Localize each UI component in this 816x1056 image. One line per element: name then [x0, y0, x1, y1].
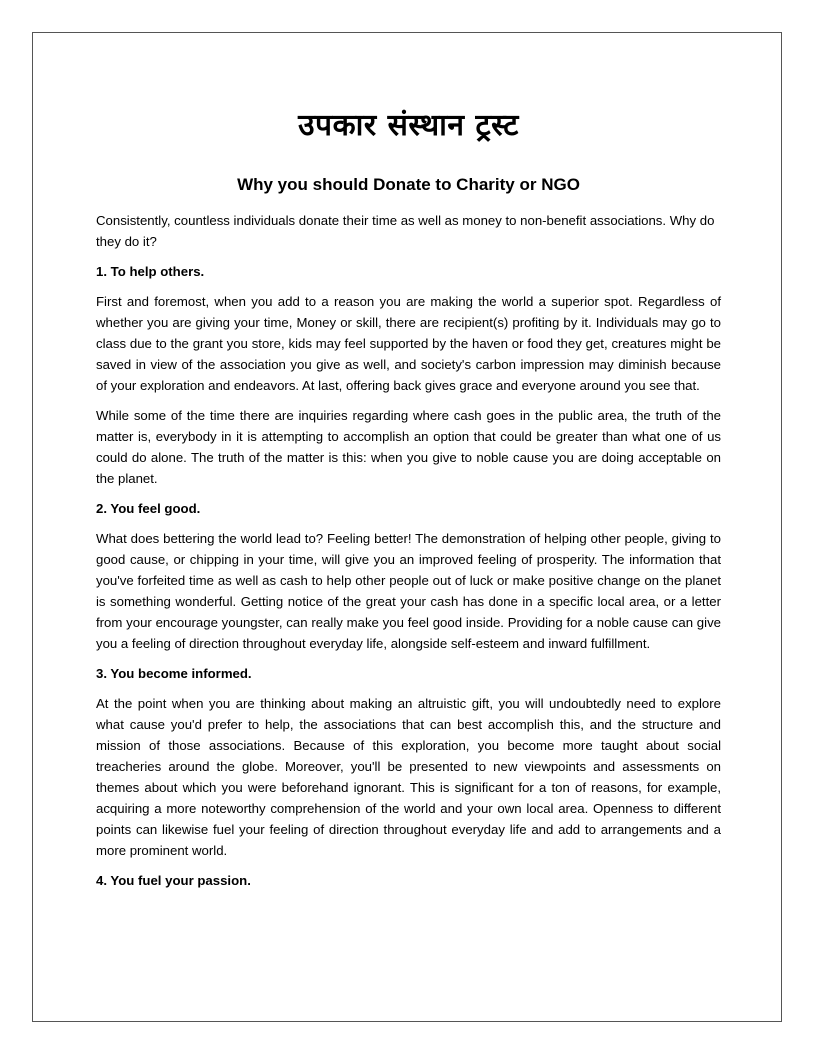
paragraph: What does bettering the world lead to? Feeling better! The demonstration of helping other people, giving to good cause, or chipping in your time, will give you an improved feeling of prosperity. The information that you've forfeited time as well as cash to help other people out of luck or make positive change on the planet is something wonderful. Getting notice of the great your cash has done in a specific local area, or a letter from your encourage youngster, can really make you feel good inside. Providing for a noble cause can give you a feeling of direction throughout everyday life, alongside self-esteem and inward fulfillment. — [96, 531, 721, 651]
intro-paragraph: Consistently, countless individuals donate their time as well as money to non-benefit associations. Why do they do it? — [96, 213, 715, 249]
paragraph: At the point when you are thinking about making an altruistic gift, you will undoubtedly need to explore what cause you'd prefer to help, the associations that can best accomplish this, and the structure and mission of those associations. Because of this exploration, you become more taught about social treacheries around the globe. Moreover, you'll be presented to new viewpoints and assessments on themes about which you were beforehand ignorant. This is significant for a ton of reasons, for example, acquiring a more noteworthy comprehension of the world and your own local area. Openness to different points can likewise fuel your feeling of direction throughout everyday life and add to arrangements and a more prominent world. — [96, 696, 721, 858]
document-heading: Why you should Donate to Charity or NGO — [237, 175, 580, 194]
paragraph: While some of the time there are inquiries regarding where cash goes in the public area, the truth of the matter is, everybody in it is attempting to accomplish an option that could be greater than what one of us could do alone. The truth of the matter is this: when you give to noble cause you are doing acceptable on the planet. — [96, 408, 721, 486]
section-heading-help-others: 1. To help others. — [96, 264, 205, 279]
document-body — [96, 106, 721, 900]
organization-title: उपकार संस्थान ट्रस्ट — [298, 108, 519, 143]
section-heading-fuel-passion: 4. You fuel your passion. — [96, 873, 251, 888]
paragraph: First and foremost, when you add to a reason you are making the world a superior spot. Regardless of whether you are giving your time, Money or skill, there are recipient(s) profiting by it. Individuals may go to class due to the grant you store, kids may feel supported by the haven or food they get, creatures might be saved in view of the association you give as well, and society's carbon impression may diminish because of your exploration and endeavors. At last, offering back gives grace and everyone around you see that. — [96, 294, 721, 393]
section-heading-become-informed: 3. You become informed. — [96, 666, 252, 681]
section-heading-feel-good: 2. You feel good. — [96, 501, 201, 516]
